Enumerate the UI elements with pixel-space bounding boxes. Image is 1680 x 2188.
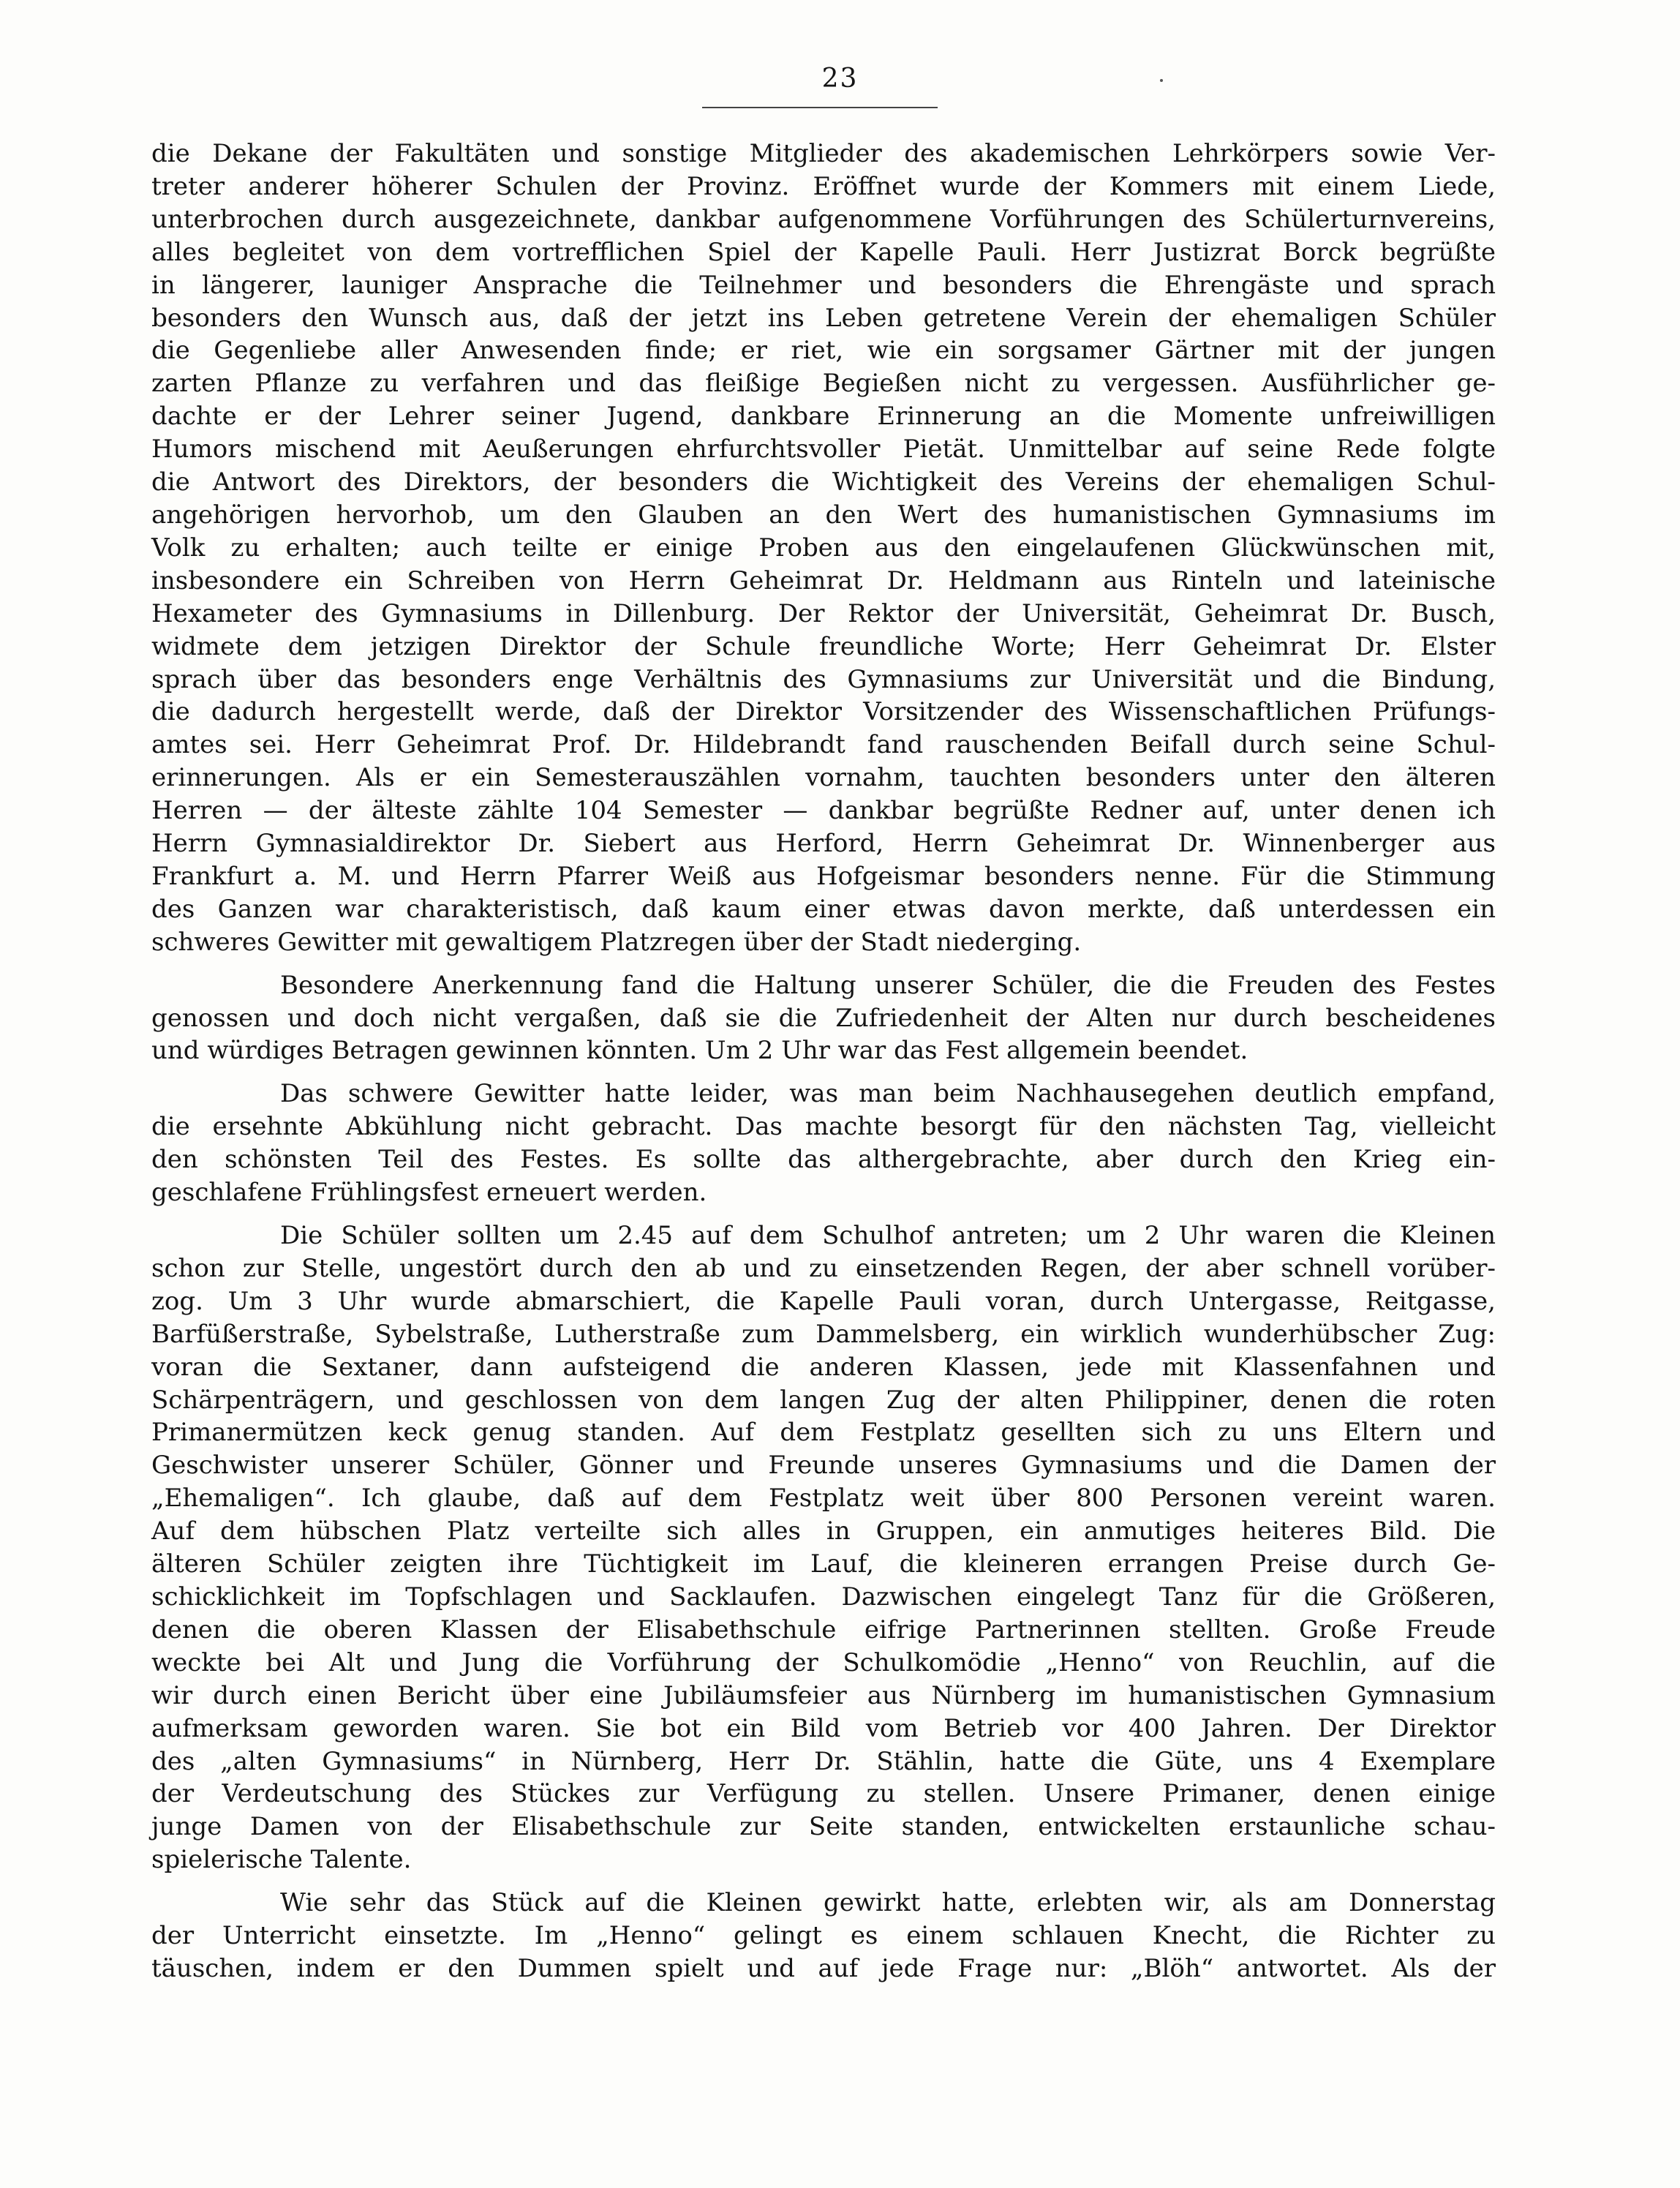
text-line: genossen und doch nicht vergaßen, daß sie die Zufriedenheit der Alten nur durch bescheidenes: [151, 1003, 1496, 1033]
text-line: Herren — der älteste zählte 104 Semester — dankbar begrüßte Redner auf, unter denen ich: [151, 796, 1496, 826]
text-line: älteren Schüler zeigten ihre Tüchtigkeit im Lauf, die kleineren errangen Preise durch Ge-: [151, 1549, 1496, 1579]
paragraph-3: [151, 1078, 1496, 1209]
text-line: Das schwere Gewitter hatte leider, was man beim Nachhausegehen deutlich empfand,: [280, 1079, 1496, 1109]
paragraph-2: [151, 969, 1496, 1068]
text-line: voran die Sextaner, dann aufsteigend die anderen Klassen, jede mit Klassenfahnen und: [151, 1352, 1496, 1382]
text-line: weckte bei Alt und Jung die Vorführung der Schulkomödie „Henno“ von Reuchlin, auf die: [151, 1647, 1496, 1677]
text-line: des Ganzen war charakteristisch, daß kaum einer etwas davon merkte, daß unterdessen ein: [151, 894, 1496, 924]
paragraph-4: [151, 1219, 1496, 1876]
text-line: in längerer, launiger Ansprache die Teilnehmer und besonders die Ehrengäste und sprach: [151, 270, 1496, 300]
text-line: Primanermützen keck genug standen. Auf dem Festplatz gesellten sich zu uns Eltern und: [151, 1418, 1496, 1448]
text-line: Die Schüler sollten um 2.45 auf dem Schulhof antreten; um 2 Uhr waren die Kleinen: [280, 1221, 1496, 1250]
text-line: Humors mischend mit Aeußerungen ehrfurchtsvoller Pietät. Unmittelbar auf seine Rede folgte: [151, 435, 1496, 465]
paragraph-5: [151, 1887, 1496, 1985]
text-line: Herrn Gymnasialdirektor Dr. Siebert aus Herford, Herrn Geheimrat Dr. Winnenberger aus: [151, 829, 1496, 859]
text-line: aufmerksam geworden waren. Sie bot ein Bild vom Betrieb vor 400 Jahren. Der Direktor: [151, 1713, 1496, 1743]
text-line: die Gegenliebe aller Anwesenden finde; er riet, wie ein sorgsamer Gärtner mit der jungen: [151, 336, 1496, 366]
text-line: Barfüßerstraße, Sybelstraße, Lutherstraße zum Dammelsberg, ein wirklich wunderhübscher Zug:: [151, 1319, 1496, 1349]
text-line: Wie sehr das Stück auf die Kleinen gewirkt hatte, erlebten wir, als am Donnerstag: [280, 1888, 1496, 1918]
text-line: geschlafene Frühlingsfest erneuert werden.: [151, 1178, 707, 1208]
text-line: „Ehemaligen“. Ich glaube, daß auf dem Festplatz weit über 800 Personen vereint waren.: [151, 1484, 1496, 1514]
text-line: Besondere Anerkennung fand die Haltung unserer Schüler, die die Freuden des Festes: [280, 970, 1496, 1000]
text-line: widmete dem jetzigen Direktor der Schule freundliche Worte; Herr Geheimrat Dr. Elster: [151, 631, 1496, 661]
text-line: amtes sei. Herr Geheimrat Prof. Dr. Hildebrandt fand rauschenden Beifall durch seine Schul-: [151, 730, 1496, 760]
body-text: [151, 138, 1496, 1985]
text-line: Auf dem hübschen Platz verteilte sich alles in Gruppen, ein anmutiges heiteres Bild. Die: [151, 1516, 1496, 1546]
text-line: Geschwister unserer Schüler, Gönner und Freunde unseres Gymnasiums und die Damen der: [151, 1451, 1496, 1481]
text-line: die ersehnte Abkühlung nicht gebracht. Das machte besorgt für den nächsten Tag, vielleicht: [151, 1112, 1496, 1142]
text-line: junge Damen von der Elisabethschule zur Seite standen, entwickelten erstaunliche schau-: [151, 1812, 1496, 1842]
text-line: zog. Um 3 Uhr wurde abmarschiert, die Kapelle Pauli voran, durch Untergasse, Reitgasse,: [151, 1286, 1496, 1316]
header-rule: [702, 107, 938, 108]
text-line: treter anderer höherer Schulen der Provinz. Eröffnet wurde der Kommers mit einem Liede,: [151, 171, 1496, 201]
text-line: die dadurch hergestellt werde, daß der Direktor Vorsitzender des Wissenschaftlichen Prüfungs-: [151, 697, 1496, 727]
text-line: der Verdeutschung des Stückes zur Verfügung zu stellen. Unsere Primaner, denen einige: [151, 1779, 1496, 1809]
text-line: Schärpenträgern, und geschlossen von dem langen Zug der alten Philippiner, denen die roten: [151, 1385, 1496, 1415]
page-number: 23: [821, 64, 859, 94]
text-line: Volk zu erhalten; auch teilte er einige Proben aus den eingelaufenen Glückwünschen mit,: [151, 533, 1496, 563]
text-line: zarten Pflanze zu verfahren und das fleißige Begießen nicht zu vergessen. Ausführlicher ge-: [151, 369, 1496, 399]
text-line: täuschen, indem er den Dummen spielt und auf jede Frage nur: „Blöh“ antwortet. Als der: [151, 1953, 1496, 1983]
text-line: der Unterricht einsetzte. Im „Henno“ gelingt es einem schlauen Knecht, die Richter zu: [151, 1921, 1496, 1951]
text-line: des „alten Gymnasiums“ in Nürnberg, Herr Dr. Stählin, hatte die Güte, uns 4 Exemplare: [151, 1746, 1496, 1776]
text-line: denen die oberen Klassen der Elisabethschule eifrige Partnerinnen stellten. Große Freude: [151, 1614, 1496, 1644]
text-line: besonders den Wunsch aus, daß der jetzt ins Leben getretene Verein der ehemaligen Schüler: [151, 303, 1496, 333]
text-line: die Antwort des Direktors, der besonders die Wichtigkeit des Vereins der ehemaligen Schul-: [151, 467, 1496, 497]
text-line: Frankfurt a. M. und Herrn Pfarrer Weiß aus Hofgeismar besonders nenne. Für die Stimmung: [151, 861, 1496, 891]
text-line: alles begleitet von dem vortrefflichen Spiel der Kapelle Pauli. Herr Justizrat Borck begrüßte: [151, 237, 1496, 267]
text-line: dachte er der Lehrer seiner Jugend, dankbare Erinnerung an die Momente unfreiwilligen: [151, 402, 1496, 432]
text-line: erinnerungen. Als er ein Semesterauszählen vornahm, tauchten besonders unter den älteren: [151, 763, 1496, 793]
print-speck: [1160, 79, 1163, 82]
text-line: schweres Gewitter mit gewaltigem Platzregen über der Stadt niederging.: [151, 927, 1082, 957]
text-line: spielerische Talente.: [151, 1845, 412, 1875]
paragraph-1: [151, 138, 1496, 959]
text-line: angehörigen hervorhob, um den Glauben an den Wert des humanistischen Gymnasiums im: [151, 500, 1496, 530]
text-line: die Dekane der Fakultäten und sonstige Mitglieder des akademischen Lehrkörpers sowie Ver-: [151, 139, 1496, 168]
text-line: schicklichkeit im Topfschlagen und Sacklaufen. Dazwischen eingelegt Tanz für die Größeren,: [151, 1582, 1496, 1612]
text-line: und würdiges Betragen gewinnen könnten. Um 2 Uhr war das Fest allgemein beendet.: [151, 1036, 1248, 1066]
text-line: wir durch einen Bericht über eine Jubiläumsfeier aus Nürnberg im humanistischen Gymnasium: [151, 1680, 1496, 1710]
text-line: insbesondere ein Schreiben von Herrn Geheimrat Dr. Heldmann aus Rinteln und lateinische: [151, 565, 1496, 595]
text-line: den schönsten Teil des Festes. Es sollte das althergebrachte, aber durch den Krieg ein-: [151, 1145, 1496, 1175]
text-line: Hexameter des Gymnasiums in Dillenburg. Der Rektor der Universität, Geheimrat Dr. Busch,: [151, 598, 1496, 628]
text-line: schon zur Stelle, ungestört durch den ab und zu einsetzenden Regen, der aber schnell vorüber-: [151, 1253, 1496, 1283]
text-line: sprach über das besonders enge Verhältnis des Gymnasiums zur Universität und die Bindung,: [151, 664, 1496, 694]
text-line: unterbrochen durch ausgezeichnete, dankbar aufgenommene Vorführungen des Schülerturnvereins,: [151, 204, 1496, 234]
